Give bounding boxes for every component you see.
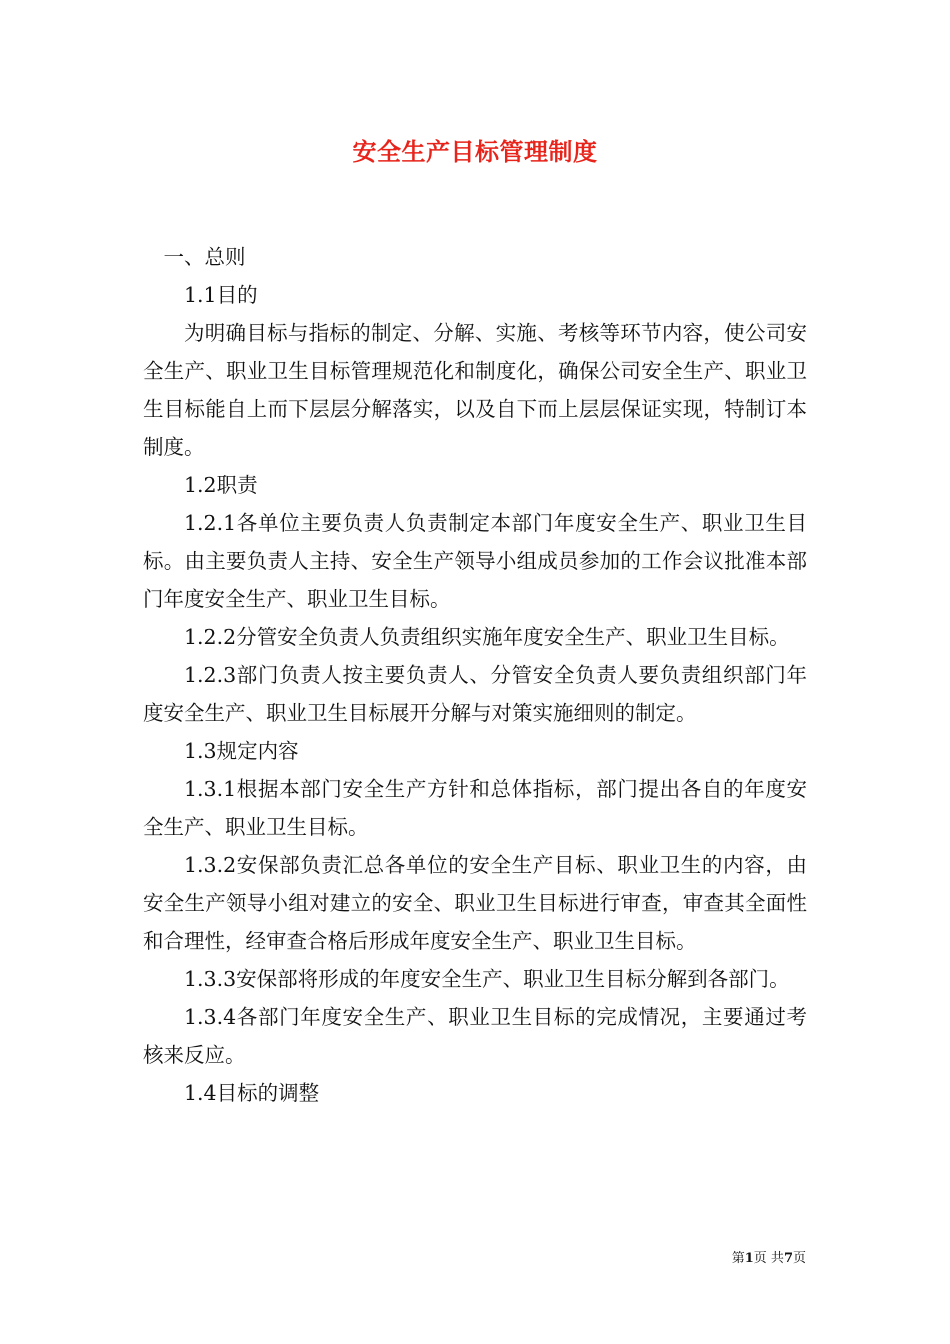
- paragraph: 1.2.1各单位主要负责人负责制定本部门年度安全生产、职业卫生目标。由主要负责人主持、安全生产领导小组成员参加的工作会议批准本部门年度安全生产、职业卫生目标。: [143, 511, 807, 611]
- subsection-heading: 1.1目的: [184, 283, 258, 307]
- page-number-footer: [732, 1247, 806, 1266]
- paragraph: 1.3.1根据本部门安全生产方针和总体指标，部门提出各自的年度安全生产、职业卫生目标。: [143, 777, 807, 839]
- paragraph: 为明确目标与指标的制定、分解、实施、考核等环节内容，使公司安全生产、职业卫生目标管理规范化和制度化，确保公司安全生产、职业卫生目标能自上而下层层分解落实，以及自下而上层层保证实现，特制订本制度。: [143, 321, 807, 459]
- paragraph: 1.2.3部门负责人按主要负责人、分管安全负责人要负责组织部门年度安全生产、职业卫生目标展开分解与对策实施细则的制定。: [143, 663, 807, 725]
- subsection-heading: 1.4目标的调整: [184, 1081, 320, 1105]
- document-body: [143, 238, 807, 1112]
- total-pages-number: 7: [783, 1251, 793, 1266]
- footer-middle: 页 共: [753, 1251, 784, 1266]
- current-page-number: 1: [744, 1251, 754, 1266]
- footer-suffix: 页: [792, 1251, 806, 1266]
- subsection-heading: 1.2职责: [184, 473, 258, 497]
- paragraph: 1.3.2安保部负责汇总各单位的安全生产目标、职业卫生的内容，由安全生产领导小组对建立的安全、职业卫生目标进行审查，审查其全面性和合理性，经审查合格后形成年度安全生产、职业卫生目标。: [143, 853, 807, 953]
- paragraph: 1.2.2分管安全负责人负责组织实施年度安全生产、职业卫生目标。: [184, 625, 790, 649]
- document-title: 安全生产目标管理制度: [352, 138, 598, 166]
- footer-prefix: 第: [731, 1251, 745, 1266]
- paragraph: 1.3.4各部门年度安全生产、职业卫生目标的完成情况，主要通过考核来反应。: [143, 1005, 807, 1067]
- section-heading: 一、总则: [163, 245, 246, 269]
- subsection-heading: 1.3规定内容: [184, 739, 299, 763]
- paragraph: 1.3.3安保部将形成的年度安全生产、职业卫生目标分解到各部门。: [184, 967, 790, 991]
